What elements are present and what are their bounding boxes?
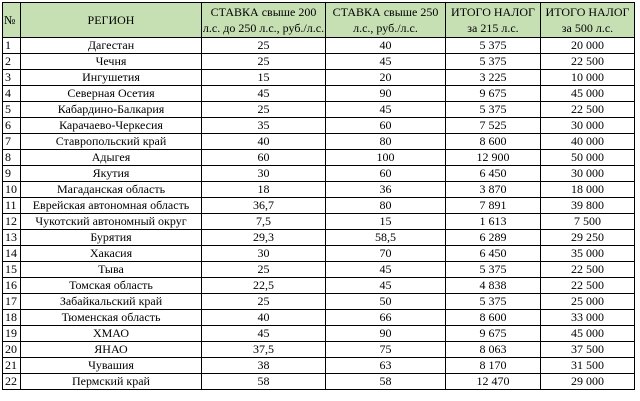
row-number-cell: 10 [3, 182, 21, 198]
rate-over-250-cell: 66 [326, 310, 446, 326]
rate-over-250-cell: 63 [326, 358, 446, 374]
rate-200-250-cell: 35 [202, 118, 326, 134]
table-row [3, 294, 635, 310]
total-500-cell: 22 500 [541, 102, 635, 118]
rate-200-250-cell: 40 [202, 310, 326, 326]
rate-over-250-cell: 50 [326, 294, 446, 310]
region-name-cell: Пермский край [21, 374, 202, 390]
row-number-cell: 17 [3, 294, 21, 310]
table-row [3, 198, 635, 214]
header-total-215: ИТОГО НАЛОГ за 215 л.с. [446, 3, 541, 38]
row-number-cell: 14 [3, 246, 21, 262]
rate-200-250-cell: 30 [202, 166, 326, 182]
region-name-cell: ЯНАО [21, 342, 202, 358]
table-row [3, 358, 635, 374]
rate-200-250-cell: 45 [202, 326, 326, 342]
table-row [3, 86, 635, 102]
rate-200-250-cell: 15 [202, 70, 326, 86]
rate-200-250-cell: 37,5 [202, 342, 326, 358]
total-215-cell: 5 375 [446, 38, 541, 54]
rate-over-250-cell: 36 [326, 182, 446, 198]
rate-200-250-cell: 22,5 [202, 278, 326, 294]
total-500-cell: 45 000 [541, 326, 635, 342]
rate-over-250-cell: 80 [326, 198, 446, 214]
total-215-cell: 9 675 [446, 86, 541, 102]
table-row [3, 278, 635, 294]
rate-over-250-cell: 20 [326, 70, 446, 86]
header-number: № [3, 3, 21, 38]
region-name-cell: Еврейская автономная область [21, 198, 202, 214]
region-name-cell: Кабардино-Балкария [21, 102, 202, 118]
rate-over-250-cell: 90 [326, 326, 446, 342]
header-rate-over-250: СТАВКА свыше 250 л.с., руб./л.с. [326, 3, 446, 38]
rate-over-250-cell: 45 [326, 54, 446, 70]
row-number-cell: 2 [3, 54, 21, 70]
rate-200-250-cell: 29,3 [202, 230, 326, 246]
region-name-cell: Северная Осетия [21, 86, 202, 102]
rate-over-250-cell: 40 [326, 38, 446, 54]
rate-200-250-cell: 40 [202, 134, 326, 150]
row-number-cell: 3 [3, 70, 21, 86]
total-215-cell: 1 613 [446, 214, 541, 230]
rate-200-250-cell: 25 [202, 38, 326, 54]
rate-over-250-cell: 60 [326, 166, 446, 182]
total-500-cell: 45 000 [541, 86, 635, 102]
region-name-cell: ХМАО [21, 326, 202, 342]
table-row [3, 246, 635, 262]
region-name-cell: Магаданская область [21, 182, 202, 198]
table-row [3, 214, 635, 230]
row-number-cell: 22 [3, 374, 21, 390]
table-row [3, 374, 635, 390]
total-215-cell: 6 450 [446, 246, 541, 262]
total-500-cell: 30 000 [541, 166, 635, 182]
rate-200-250-cell: 60 [202, 150, 326, 166]
rate-200-250-cell: 7,5 [202, 214, 326, 230]
region-name-cell: Ставропольский край [21, 134, 202, 150]
total-215-cell: 8 600 [446, 310, 541, 326]
table-row [3, 150, 635, 166]
region-name-cell: Чукотский автономный округ [21, 214, 202, 230]
table-body [3, 38, 635, 390]
table-row [3, 102, 635, 118]
total-500-cell: 35 000 [541, 246, 635, 262]
total-215-cell: 8 063 [446, 342, 541, 358]
total-500-cell: 7 500 [541, 214, 635, 230]
total-500-cell: 22 500 [541, 278, 635, 294]
total-500-cell: 20 000 [541, 38, 635, 54]
table-row [3, 182, 635, 198]
header-rate-200-250: СТАВКА свыше 200 л.с. до 250 л.с., руб./л.с. [202, 3, 326, 38]
region-name-cell: Хакасия [21, 246, 202, 262]
row-number-cell: 16 [3, 278, 21, 294]
total-500-cell: 37 500 [541, 342, 635, 358]
rate-over-250-cell: 80 [326, 134, 446, 150]
rate-200-250-cell: 36,7 [202, 198, 326, 214]
region-name-cell: Бурятия [21, 230, 202, 246]
rate-over-250-cell: 90 [326, 86, 446, 102]
total-215-cell: 5 375 [446, 294, 541, 310]
total-500-cell: 33 000 [541, 310, 635, 326]
table-row [3, 326, 635, 342]
rate-over-250-cell: 45 [326, 262, 446, 278]
region-name-cell: Дагестан [21, 38, 202, 54]
table-row [3, 118, 635, 134]
rate-over-250-cell: 58 [326, 374, 446, 390]
header-region: РЕГИОН [21, 3, 202, 38]
table-row [3, 54, 635, 70]
total-215-cell: 8 600 [446, 134, 541, 150]
region-name-cell: Чечня [21, 54, 202, 70]
total-215-cell: 7 525 [446, 118, 541, 134]
region-name-cell: Забайкальский край [21, 294, 202, 310]
total-215-cell: 6 450 [446, 166, 541, 182]
region-name-cell: Тюменская область [21, 310, 202, 326]
table-row [3, 230, 635, 246]
total-215-cell: 5 375 [446, 102, 541, 118]
region-name-cell: Ингушетия [21, 70, 202, 86]
table-row [3, 262, 635, 278]
row-number-cell: 7 [3, 134, 21, 150]
rate-over-250-cell: 45 [326, 102, 446, 118]
total-500-cell: 30 000 [541, 118, 635, 134]
row-number-cell: 9 [3, 166, 21, 182]
rate-over-250-cell: 100 [326, 150, 446, 166]
rate-200-250-cell: 45 [202, 86, 326, 102]
row-number-cell: 6 [3, 118, 21, 134]
row-number-cell: 19 [3, 326, 21, 342]
total-500-cell: 29 250 [541, 230, 635, 246]
total-215-cell: 3 870 [446, 182, 541, 198]
region-name-cell: Карачаево-Черкесия [21, 118, 202, 134]
row-number-cell: 20 [3, 342, 21, 358]
table-row [3, 38, 635, 54]
rate-200-250-cell: 25 [202, 54, 326, 70]
row-number-cell: 1 [3, 38, 21, 54]
rate-200-250-cell: 58 [202, 374, 326, 390]
row-number-cell: 5 [3, 102, 21, 118]
region-name-cell: Якутия [21, 166, 202, 182]
table-row [3, 342, 635, 358]
row-number-cell: 12 [3, 214, 21, 230]
rate-200-250-cell: 30 [202, 246, 326, 262]
row-number-cell: 15 [3, 262, 21, 278]
table-row [3, 70, 635, 86]
total-215-cell: 5 375 [446, 262, 541, 278]
rate-200-250-cell: 25 [202, 294, 326, 310]
total-215-cell: 5 375 [446, 54, 541, 70]
total-500-cell: 31 500 [541, 358, 635, 374]
table-row [3, 134, 635, 150]
rate-200-250-cell: 18 [202, 182, 326, 198]
rate-over-250-cell: 45 [326, 278, 446, 294]
total-500-cell: 25 000 [541, 294, 635, 310]
total-500-cell: 22 500 [541, 54, 635, 70]
row-number-cell: 4 [3, 86, 21, 102]
region-name-cell: Томская область [21, 278, 202, 294]
row-number-cell: 11 [3, 198, 21, 214]
row-number-cell: 13 [3, 230, 21, 246]
row-number-cell: 8 [3, 150, 21, 166]
total-215-cell: 12 470 [446, 374, 541, 390]
total-215-cell: 8 170 [446, 358, 541, 374]
total-500-cell: 50 000 [541, 150, 635, 166]
rate-over-250-cell: 75 [326, 342, 446, 358]
row-number-cell: 18 [3, 310, 21, 326]
rate-200-250-cell: 25 [202, 102, 326, 118]
rate-200-250-cell: 25 [202, 262, 326, 278]
total-500-cell: 18 000 [541, 182, 635, 198]
total-500-cell: 22 500 [541, 262, 635, 278]
total-500-cell: 40 000 [541, 134, 635, 150]
tax-table-container [2, 2, 635, 390]
header-total-500: ИТОГО НАЛОГ за 500 л.с. [541, 3, 635, 38]
total-215-cell: 12 900 [446, 150, 541, 166]
table-row [3, 310, 635, 326]
table-row [3, 166, 635, 182]
rate-over-250-cell: 70 [326, 246, 446, 262]
header-row [3, 3, 635, 38]
total-215-cell: 9 675 [446, 326, 541, 342]
region-name-cell: Тыва [21, 262, 202, 278]
rate-over-250-cell: 15 [326, 214, 446, 230]
regional-tax-table [2, 2, 635, 390]
total-500-cell: 10 000 [541, 70, 635, 86]
total-500-cell: 29 000 [541, 374, 635, 390]
rate-200-250-cell: 38 [202, 358, 326, 374]
rate-over-250-cell: 58,5 [326, 230, 446, 246]
table-header [3, 3, 635, 38]
rate-over-250-cell: 60 [326, 118, 446, 134]
total-215-cell: 3 225 [446, 70, 541, 86]
total-215-cell: 4 838 [446, 278, 541, 294]
region-name-cell: Адыгея [21, 150, 202, 166]
region-name-cell: Чувашия [21, 358, 202, 374]
total-215-cell: 6 289 [446, 230, 541, 246]
total-500-cell: 39 800 [541, 198, 635, 214]
total-215-cell: 7 891 [446, 198, 541, 214]
row-number-cell: 21 [3, 358, 21, 374]
